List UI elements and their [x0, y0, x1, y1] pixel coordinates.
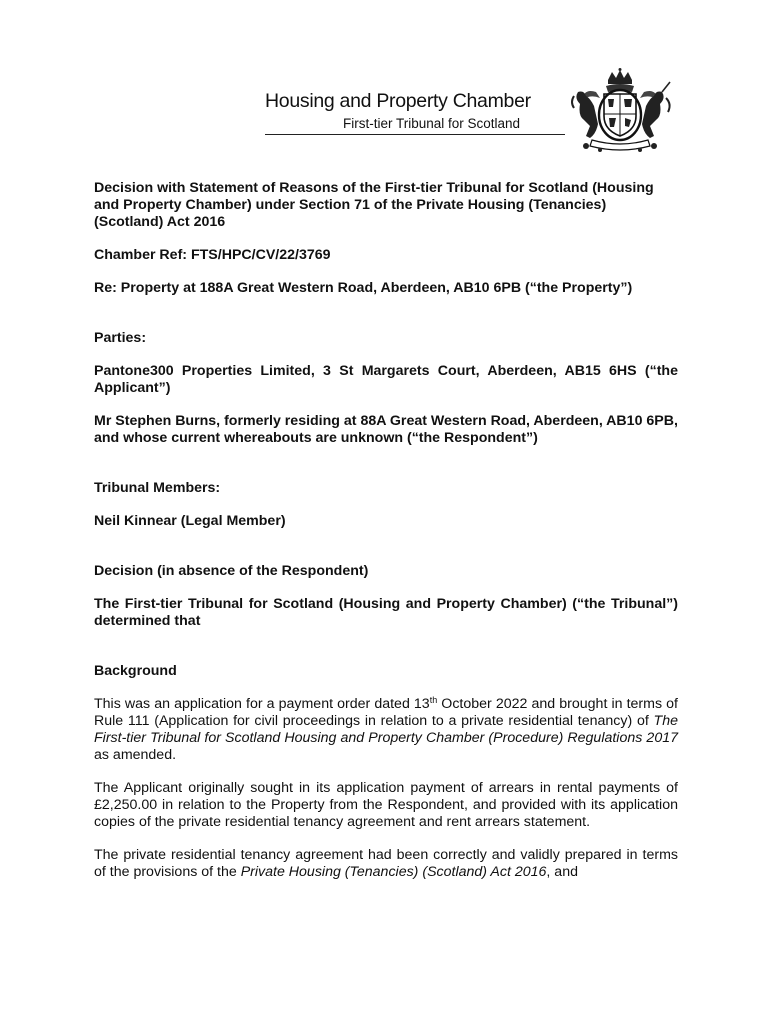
para1-text-a: This was an application for a payment order dated 13: [94, 696, 430, 712]
document-heading: Decision with Statement of Reasons of the First-tier Tribunal for Scotland (Housing and Property Chamber) under Section 71 of the Private Housing (Tenancies) (Scotland) Act 2016: [94, 180, 654, 230]
parties-heading: Parties:: [94, 330, 147, 346]
background-heading: Background: [94, 663, 177, 679]
decision-text: The First-tier Tribunal for Scotland (Housing and Property Chamber) (“the Tribunal”) determined that: [94, 596, 678, 629]
decision-heading: Decision (in absence of the Respondent): [94, 563, 369, 579]
document-body: [94, 180, 678, 881]
property-line: Re: Property at 188A Great Western Road, Aberdeen, AB10 6PB (“the Property”): [94, 280, 633, 296]
para3-text-b: , and: [546, 864, 578, 880]
letterhead: [265, 68, 715, 158]
tribunal-member: Neil Kinnear (Legal Member): [94, 513, 286, 529]
para3-act-title: Private Housing (Tenancies) (Scotland) Act 2016: [240, 864, 547, 880]
chamber-reference: Chamber Ref: FTS/HPC/CV/22/3769: [94, 247, 331, 263]
royal-coat-of-arms-icon: [556, 68, 684, 154]
para1-text-b: October 2022 and brought in terms of Rule 111 (Application for civil proceedings in relation to a private residential tenancy) of: [94, 696, 678, 729]
background-paragraph-1: [94, 696, 678, 764]
background-paragraph-3: [94, 847, 678, 881]
tribunal-members-heading: Tribunal Members:: [94, 480, 221, 496]
letterhead-subtitle: First-tier Tribunal for Scotland: [343, 116, 521, 131]
letterhead-title: Housing and Property Chamber: [265, 90, 531, 112]
applicant: Pantone300 Properties Limited, 3 St Margarets Court, Aberdeen, AB15 6HS (“the Applicant”): [94, 363, 678, 396]
para1-text-c: as amended.: [94, 747, 177, 763]
para1-regulations-title: The First-tier Tribunal for Scotland Housing and Property Chamber (Procedure) Regulations 2017: [94, 713, 678, 746]
background-paragraph-2: The Applicant originally sought in its application payment of arrears in rental payments of £2,250.00 in relation to the Property from the Respondent, and provided with its application copies of the private residential tenancy agreement and rent arrears statement.: [94, 780, 678, 830]
para1-superscript: th: [429, 695, 438, 705]
respondent: Mr Stephen Burns, formerly residing at 88A Great Western Road, Aberdeen, AB10 6PB, and whose current whereabouts are unknown (“the Respondent”): [94, 413, 678, 446]
letterhead-rule: [265, 134, 565, 135]
para3-text-a: The private residential tenancy agreement had been correctly and validly prepared in terms of the provisions of the: [94, 847, 678, 880]
